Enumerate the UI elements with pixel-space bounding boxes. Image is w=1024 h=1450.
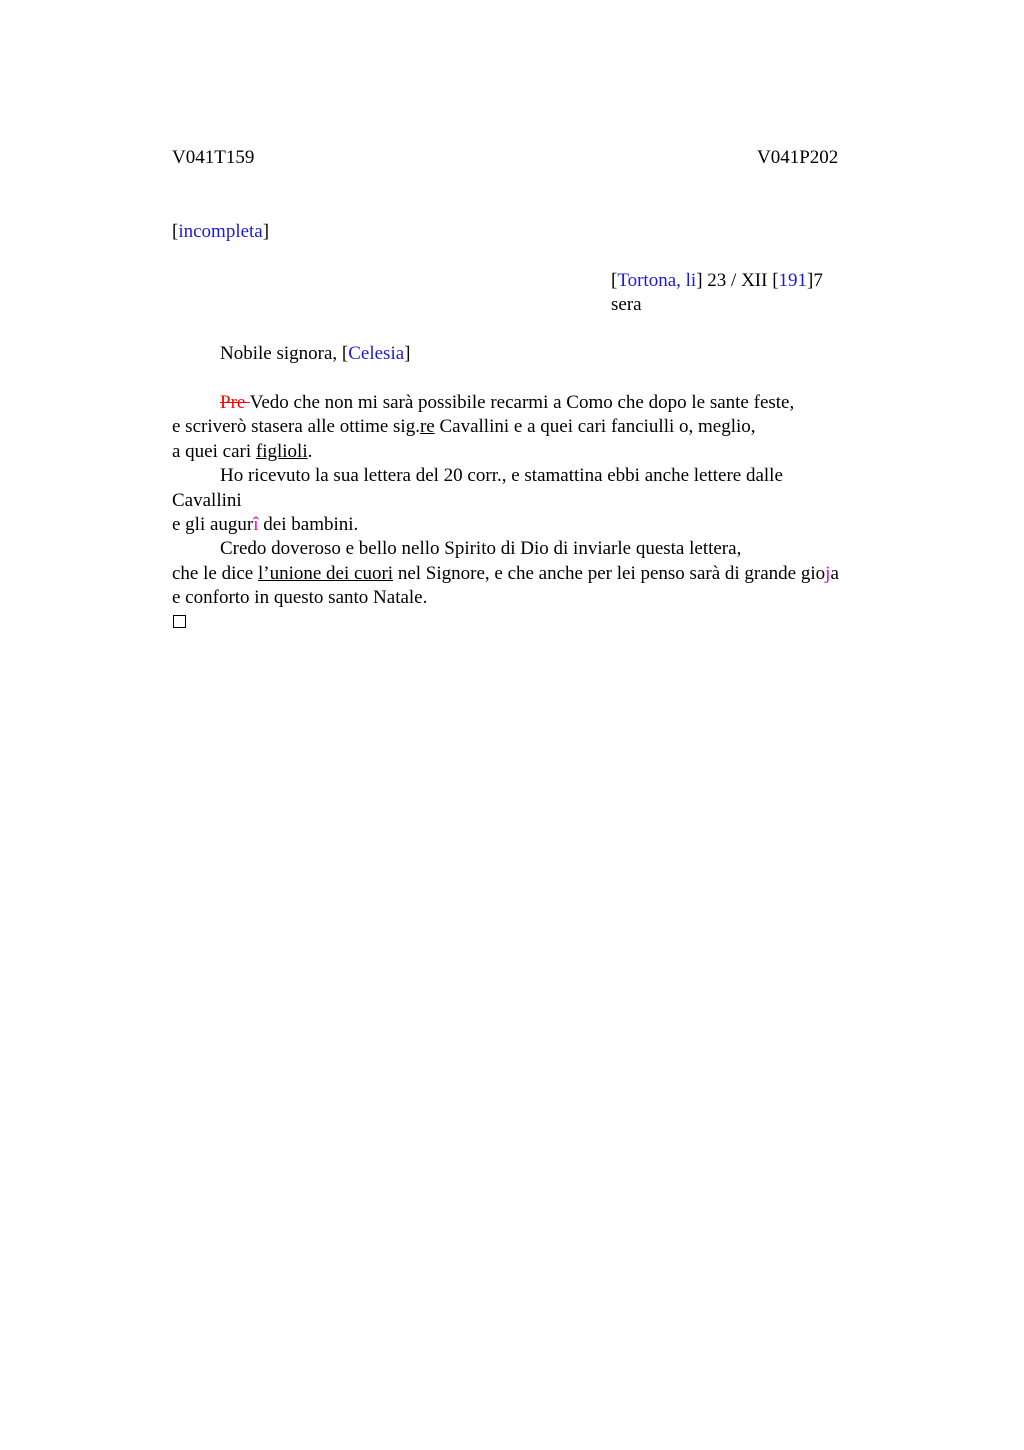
abbreviation-superscript: re [419,416,435,437]
body-text: e scriverò stasera alle ottime sig. [172,416,420,437]
status-close-bracket: ] [262,221,270,242]
body-text: . [307,441,313,462]
status-label: incompleta [178,221,263,242]
variant-mark: î [253,514,259,535]
salutation-name: Celesia [348,343,405,364]
body-text: che le dice [172,563,258,584]
header-right-code: V041P202 [757,147,839,168]
deleted-text: Pre [220,392,250,413]
status-note [172,220,269,244]
dateline-time: sera [611,294,642,315]
body-line [172,562,839,586]
end-marker-box [173,615,186,628]
underlined-text: figlioli [255,441,308,462]
underlined-text: l’unione dei cuori [257,563,394,584]
salutation [220,342,411,366]
body-line [172,513,358,537]
dateline-open-bracket: [ [611,270,618,291]
header-left-code: V041T159 [172,147,255,168]
dateline [611,269,823,293]
body-line [220,391,794,415]
dateline-year-end: ]7 [807,270,823,291]
body-text: dei bambini. [258,514,359,535]
variant-mark: j [825,563,831,584]
body-text: Vedo che non mi sarà possibile recarmi a Como che dopo le sante feste, [249,392,795,413]
body-line [172,440,312,464]
body-line: Cavallini [172,490,242,511]
body-line: e conforto in questo santo Natale. [172,587,428,608]
body-line: Credo doveroso e bello nello Spirito di Dio di inviarle questa lettera, [220,538,742,559]
body-text: a quei cari [172,441,256,462]
body-text: nel Signore, e che anche per lei penso sarà di grande gio [393,563,826,584]
dateline-place: Tortona, li [617,270,697,291]
dateline-date: ] 23 / XII [ [696,270,779,291]
body-line [172,415,756,439]
body-text: e gli augur [172,514,254,535]
dateline-year-part: 191 [778,270,808,291]
salutation-text: Nobile signora, [ [220,343,349,364]
status-open-bracket: [ [172,221,179,242]
body-line: Ho ricevuto la sua lettera del 20 corr., e stamattina ebbi anche lettere dalle [220,465,783,486]
body-text: a [830,563,839,584]
salutation-close: ] [404,343,411,364]
body-text: Cavallini e a quei cari fanciulli o, meglio, [434,416,756,437]
